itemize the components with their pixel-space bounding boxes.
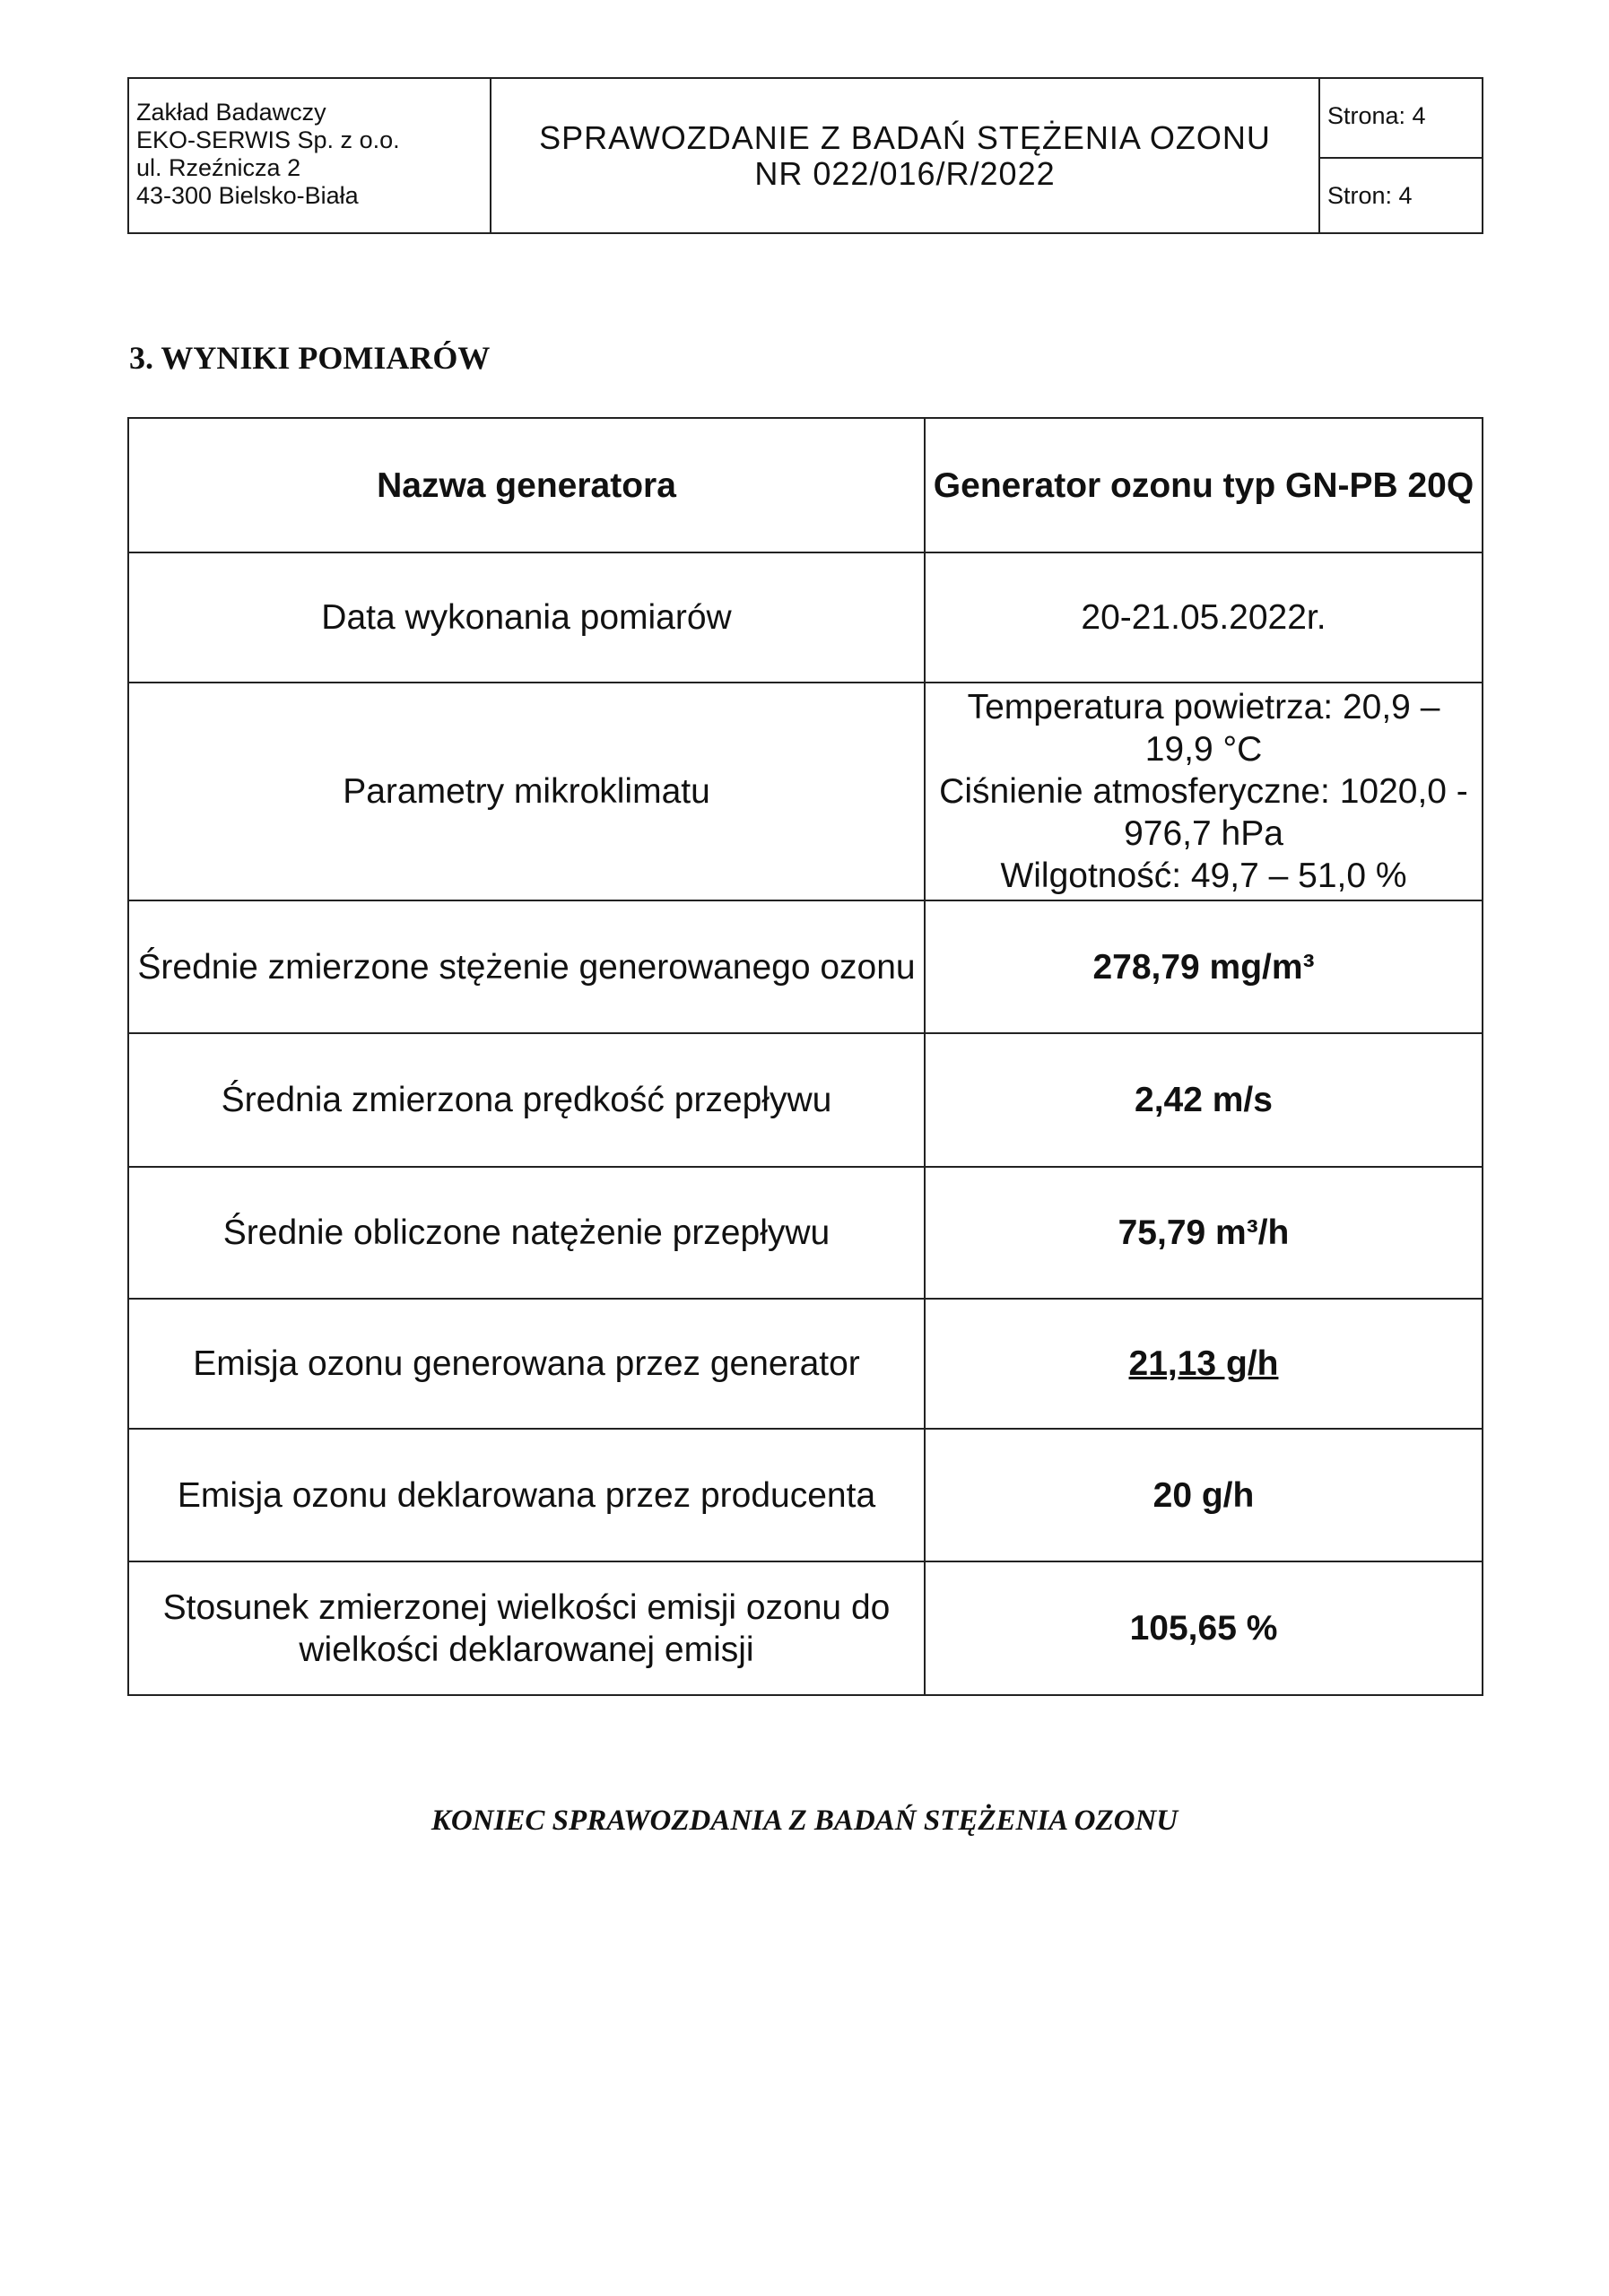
company-name-2: EKO-SERWIS Sp. z o.o.: [136, 126, 400, 153]
table-row: [128, 552, 1483, 683]
temperature: Temperatura powietrza: 20,9 – 19,9 °C: [967, 688, 1440, 769]
table-row: [128, 1429, 1483, 1561]
table-row: [128, 418, 1483, 552]
table-row: [128, 683, 1483, 900]
row-label: Średnia zmierzona prędkość przepływu: [128, 1033, 925, 1167]
row-value: [925, 683, 1483, 900]
row-label: Średnie obliczone natężenie przepływu: [128, 1167, 925, 1299]
page-number: Strona: 4: [1327, 102, 1426, 129]
table-row: [128, 1033, 1483, 1167]
row-value: 75,79 m³/h: [925, 1167, 1483, 1299]
page-info: [1318, 79, 1483, 232]
row-value: Generator ozonu typ GN-PB 20Q: [925, 418, 1483, 552]
row-label: Średnie zmierzone stężenie generowanego ozonu: [128, 900, 925, 1033]
row-label: Nazwa generatora: [128, 418, 925, 552]
row-value: 20 g/h: [925, 1429, 1483, 1561]
section-title: 3. WYNIKI POMIARÓW: [129, 340, 491, 376]
row-value: 20-21.05.2022r.: [925, 552, 1483, 683]
humidity: Wilgotność: 49,7 – 51,0 %: [1000, 857, 1407, 895]
row-label: Stosunek zmierzonej wielkości emisji ozonu do wielkości deklarowanej emisji: [128, 1561, 925, 1695]
company-city: 43-300 Bielsko-Biała: [136, 182, 359, 209]
report-title: [491, 79, 1318, 232]
company-info: [129, 79, 491, 232]
document-header: [127, 77, 1483, 234]
table-row: [128, 1561, 1483, 1695]
row-label: Data wykonania pomiarów: [128, 552, 925, 683]
row-label: Emisja ozonu deklarowana przez producenta: [128, 1429, 925, 1561]
row-label: Emisja ozonu generowana przez generator: [128, 1299, 925, 1429]
row-value: 105,65 %: [925, 1561, 1483, 1695]
company-street: ul. Rzeźnicza 2: [136, 154, 301, 181]
table-row: [128, 900, 1483, 1033]
company-name: Zakład Badawczy: [136, 99, 326, 126]
row-label: Parametry mikroklimatu: [128, 683, 925, 900]
row-value: 21,13 g/h: [925, 1299, 1483, 1429]
table-row: [128, 1167, 1483, 1299]
report-number: NR 022/016/R/2022: [754, 155, 1056, 192]
report-title-text: SPRAWOZDANIE Z BADAŃ STĘŻENIA OZONU: [539, 119, 1271, 156]
page-count: Stron: 4: [1320, 157, 1483, 235]
report-end-note: KONIEC SPRAWOZDANIA Z BADAŃ STĘŻENIA OZONU: [431, 1805, 1178, 1837]
pressure: Ciśnienie atmosferyczne: 1020,0 - 976,7 hPa: [939, 772, 1468, 853]
row-value: 278,79 mg/m³: [925, 900, 1483, 1033]
table-row: [128, 1299, 1483, 1429]
results-table: [127, 417, 1483, 1696]
row-value: 2,42 m/s: [925, 1033, 1483, 1167]
